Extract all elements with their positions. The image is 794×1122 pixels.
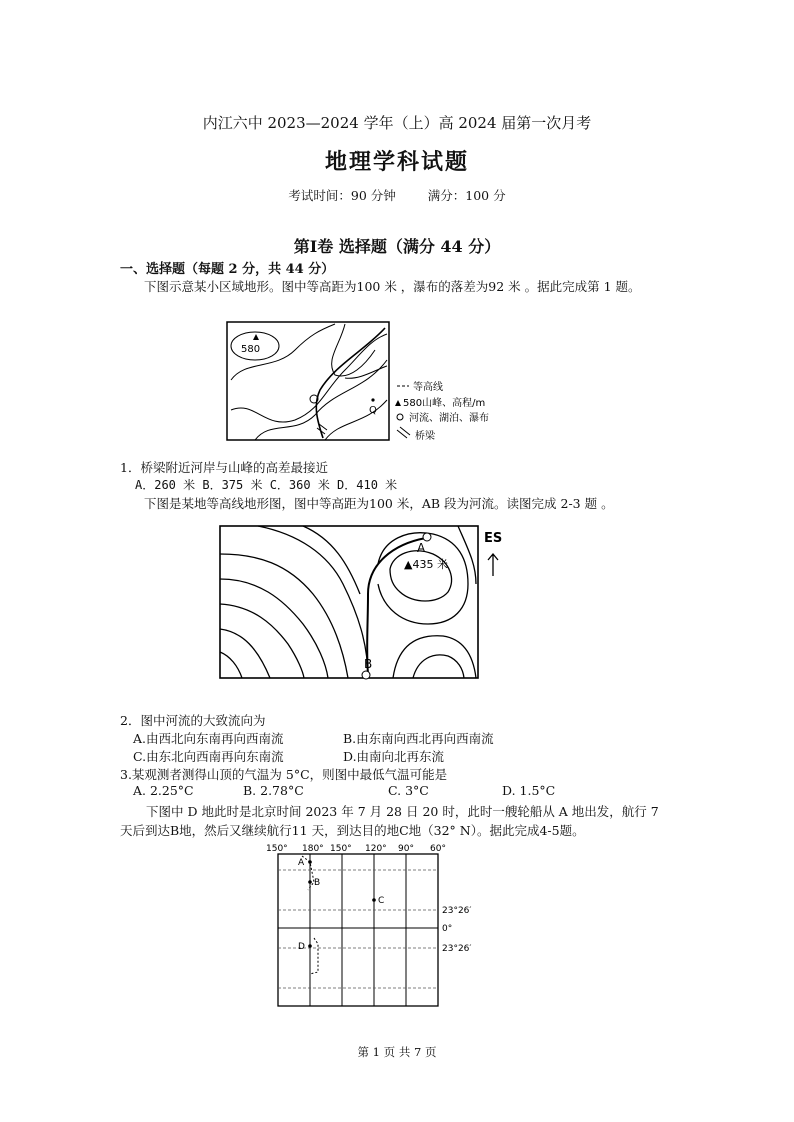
q3-stem: 3.某观测者测得山顶的气温为 5°C，则图中最低气温可能是 <box>120 767 448 782</box>
point-q-marker <box>371 398 374 401</box>
route-line <box>310 938 318 974</box>
longitude-label: 150° <box>266 844 288 854</box>
contour-line <box>303 526 360 594</box>
legend-contour: 等高线 <box>413 382 443 393</box>
q2-option-d: D.由南向北再东流 <box>343 749 445 764</box>
legend-peak-icon <box>395 400 401 406</box>
q3-option-a: A. 2.25°C <box>133 783 194 798</box>
point-c-marker <box>372 898 376 902</box>
peak-label: 580 <box>241 344 261 355</box>
point-a-label: A <box>417 541 426 555</box>
point-q-label: Q <box>369 405 377 416</box>
map-3 <box>262 842 502 1010</box>
peak-icon <box>253 334 259 340</box>
north-arrow-icon <box>488 554 498 576</box>
legend-bridge-icon <box>397 427 410 438</box>
q3-option-b: B. 2.78°C <box>243 783 304 798</box>
point-b-label: B <box>314 878 321 888</box>
q2-stem: 2．图中河流的大致流向为 <box>120 713 266 728</box>
point-a-label: A <box>298 858 305 868</box>
contour-line <box>220 629 270 678</box>
point-a-marker <box>423 533 431 541</box>
exam-meta <box>0 186 794 204</box>
peak-label: ▲435 米 <box>404 558 448 571</box>
q3-option-c: C. 3°C <box>388 783 429 798</box>
point-d-label: D <box>298 942 305 952</box>
direction-label: ES <box>484 531 503 546</box>
section-title: 一、选择题（每题 2 分，共 44 分） <box>120 262 335 277</box>
lat-label: 23°26′ <box>442 906 472 916</box>
longitude-label: 150° <box>330 844 352 854</box>
intro-3-line-2: 天后到达B地，然后又继续航行11 天，到达目的地C地（32° N）。据此完成4-5题。 <box>120 823 585 838</box>
q2-option-c: C.由东北向西南再向东南流 <box>133 749 284 764</box>
point-b-marker <box>362 671 370 679</box>
subject-title: 地理学科试题 <box>324 149 469 175</box>
contour-line <box>393 636 476 678</box>
exam-name: 内江六中 2023—2024 学年（上）高 2024 届第一次月考 <box>202 114 592 132</box>
legend-river-icon <box>397 414 403 420</box>
page-footer: 第 1 页 共 7 页 <box>357 1045 437 1059</box>
point-a-marker <box>308 860 312 864</box>
q2-option-b: B.由东南向西北再向西南流 <box>343 731 494 746</box>
point-b-label: B <box>364 657 373 671</box>
river-line <box>316 328 385 438</box>
contour-line <box>413 655 464 678</box>
lat-label: 0° <box>442 924 453 934</box>
longitude-label: 180° <box>302 844 324 854</box>
point-c-label: C <box>378 896 385 906</box>
lat-label: 23°26′ <box>442 944 472 954</box>
map-2 <box>218 524 518 684</box>
map-1 <box>225 320 495 445</box>
q2-option-a: A.由西北向东南再向西南流 <box>133 731 284 746</box>
point-b-marker <box>308 880 312 884</box>
legend-peak: 580山峰、高程/m <box>403 398 486 409</box>
contour-line <box>325 400 387 440</box>
longitude-label: 90° <box>398 844 414 854</box>
contour-line <box>258 526 368 678</box>
map-3-frame <box>278 854 438 1006</box>
longitude-label: 60° <box>430 844 446 854</box>
intro-1: 下图示意某小区域地形。图中等高距为100 米 ，瀑布的落差为92 米 。据此完成第 1 题。 <box>144 279 641 294</box>
contour-line <box>220 604 304 678</box>
longitude-label: 120° <box>365 844 387 854</box>
full-score: 满分：100 分 <box>427 188 506 203</box>
q3-option-d: D. 1.5°C <box>502 783 556 798</box>
exam-time: 考试时间：90 分钟 <box>288 188 396 203</box>
contour-line <box>220 554 348 678</box>
intro-3-line-1: 下图中 D 地此时是北京时间 2023 年 7 月 28 日 20 时，此时一艘轮船从 A 地出发，航行 7 <box>146 804 659 819</box>
intro-2: 下图是某地等高线地形图，图中等高距为100 米，AB 段为河流。读图完成 2-3 题 。 <box>144 496 614 511</box>
point-d-marker <box>308 944 312 948</box>
contour-line <box>220 652 242 678</box>
part-title: 第Ⅰ卷 选择题（满分 44 分） <box>293 237 501 256</box>
legend-river: 河流、湖泊、瀑布 <box>409 413 489 424</box>
legend-bridge: 桥梁 <box>415 431 435 442</box>
q1-options: A．260 米 B．375 米 C．360 米 D．410 米 <box>135 478 398 492</box>
q1-stem: 1．桥梁附近河岸与山峰的高差最接近 <box>120 460 328 475</box>
